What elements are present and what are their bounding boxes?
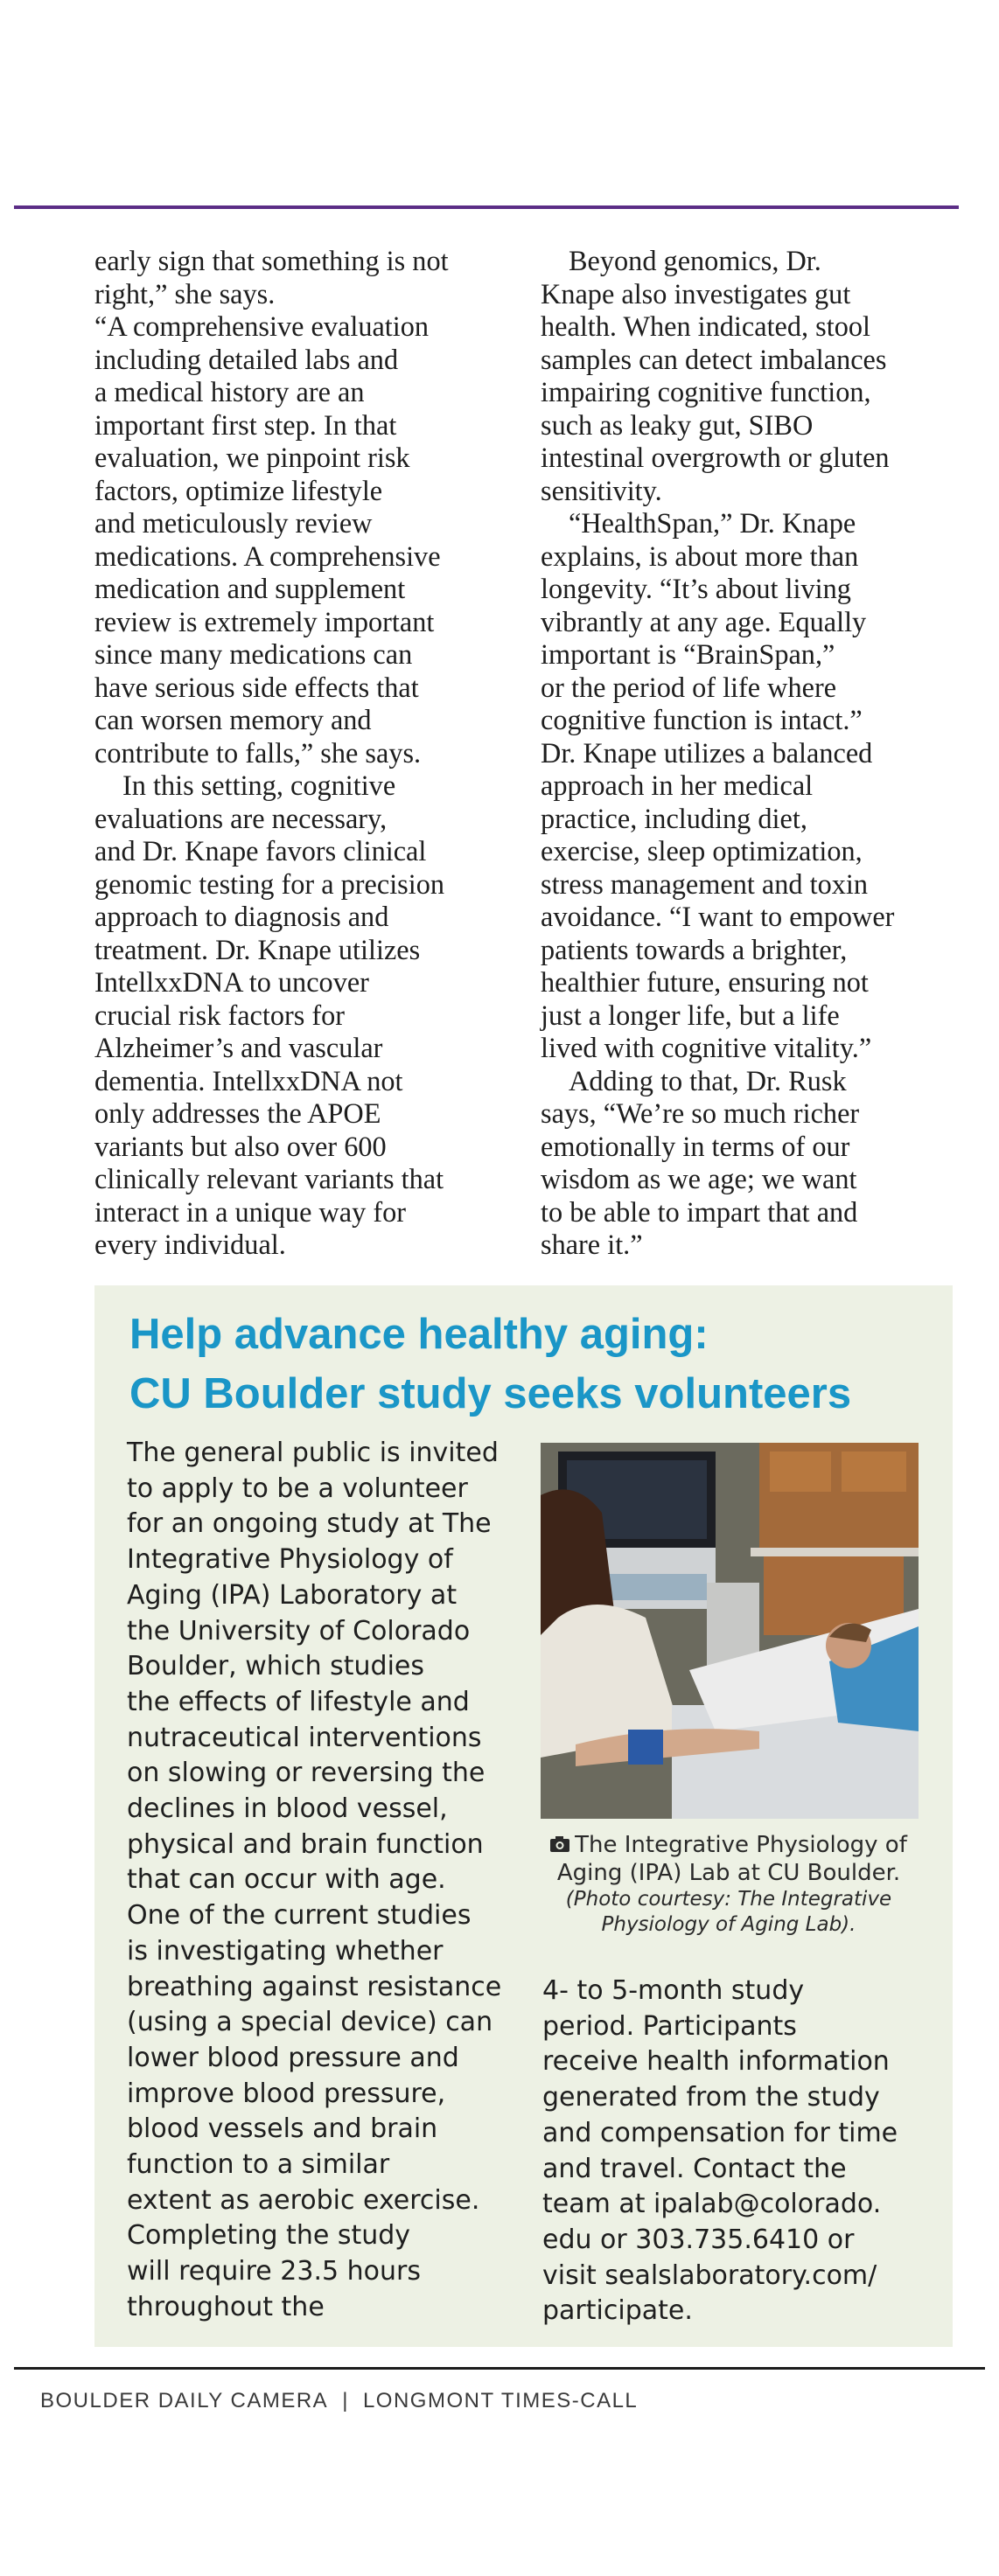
text-line: and compensation for time: [542, 2117, 898, 2148]
text-line: lower blood pressure and: [127, 2042, 459, 2073]
text-line: samples can detect imbalances: [541, 343, 887, 375]
text-line: and Dr. Knape favors clinical: [94, 835, 427, 867]
sidebar-body-right: [542, 1974, 927, 2329]
text-line: patients towards a brighter,: [541, 933, 848, 965]
text-line: Dr. Knape utilizes a balanced: [541, 736, 873, 769]
text-line: In this setting, cognitive: [122, 769, 396, 801]
article-paragraph: [541, 245, 961, 507]
volunteer-sidebar: [94, 1285, 953, 2347]
article-paragraph: [541, 507, 961, 1065]
text-line: explains, is about more than: [541, 540, 859, 572]
text-line: approach in her medical: [541, 769, 814, 801]
text-line: avoidance. “I want to empower: [541, 901, 895, 932]
text-line: review is extremely important: [94, 605, 435, 637]
text-line: contribute to falls,” she says.: [94, 736, 422, 769]
text-line: impairing cognitive function,: [541, 376, 871, 407]
text-line: longevity. “It’s about living: [541, 573, 851, 604]
article-column-right: [541, 245, 961, 1262]
text-line: important first step. In that: [94, 408, 397, 441]
text-line: practice, including diet,: [541, 802, 807, 834]
text-line: including detailed labs and: [94, 343, 399, 375]
text-line: early sign that something is not: [94, 245, 449, 276]
text-line: to apply to be a volunteer: [127, 1472, 468, 1504]
text-line: emotionally in terms of our: [541, 1130, 850, 1162]
photo-caption: [532, 1831, 926, 1938]
header-rule: [14, 205, 959, 209]
text-line: generated from the study: [542, 2082, 880, 2113]
text-line: treatment. Dr. Knape utilizes: [94, 933, 421, 965]
text-line: a medical history are an: [94, 376, 365, 407]
publication-name: LONGMONT TIMES-CALL: [362, 2389, 639, 2412]
text-line: genomic testing for a precision: [94, 867, 445, 900]
text-line: can worsen memory and: [94, 704, 372, 735]
text-line: approach to diagnosis and: [94, 901, 389, 932]
text-line: such as leaky gut, SIBO: [541, 408, 814, 441]
text-line: for an ongoing study at The: [127, 1508, 492, 1540]
article-paragraph: [94, 245, 506, 310]
caption-line: Aging (IPA) Lab at CU Boulder.: [556, 1860, 901, 1886]
text-line: evaluation, we pinpoint risk: [94, 442, 410, 473]
text-line: healthier future, ensuring not: [541, 966, 869, 998]
text-line: IntellxxDNA to uncover: [94, 966, 369, 998]
text-line: since many medications can: [94, 638, 413, 670]
text-line: period. Participants: [542, 2010, 797, 2042]
text-line: Boulder, which studies: [127, 1651, 424, 1682]
text-line: clinically relevant variants that: [94, 1163, 444, 1194]
text-line: extent as aerobic exercise.: [127, 2184, 480, 2216]
text-line: Help advance healthy aging:: [129, 1311, 709, 1358]
text-line: Aging (IPA) Laboratory at: [127, 1579, 458, 1611]
text-line: is investigating whether: [127, 1935, 444, 1967]
text-line: or the period of life where: [541, 671, 837, 703]
text-line: Adding to that, Dr. Rusk: [569, 1064, 847, 1097]
text-line: just a longer life, but a life: [541, 999, 840, 1031]
text-line: right,” she says.: [94, 277, 276, 310]
text-line: the University of Colorado: [127, 1615, 471, 1647]
text-line: team at ipalab@colorado.: [542, 2189, 882, 2220]
text-line: have serious side effects that: [94, 671, 419, 703]
lab-photo: [541, 1443, 919, 1819]
text-line: intestinal overgrowth or gluten: [541, 442, 890, 473]
text-line: and travel. Contact the: [542, 2153, 847, 2184]
photo-credit: [532, 1887, 926, 1938]
text-line: breathing against resistance: [127, 1971, 502, 2002]
text-line: improve blood pressure,: [127, 2078, 446, 2109]
footer-separator: |: [342, 2389, 349, 2412]
text-line: evaluations are necessary,: [94, 802, 388, 834]
text-line: wisdom as we age; we want: [541, 1163, 857, 1194]
article-paragraph: [94, 310, 506, 769]
text-line: throughout the: [127, 2291, 325, 2322]
article-paragraph: [541, 1065, 961, 1262]
text-line: One of the current studies: [127, 1900, 472, 1932]
text-line: every individual.: [94, 1229, 286, 1260]
text-line: vibrantly at any age. Equally: [541, 605, 867, 637]
text-line: medication and supplement: [94, 573, 406, 604]
text-line: nutraceutical interventions: [127, 1722, 482, 1753]
text-line: sensitivity.: [541, 474, 662, 506]
text-line: Alzheimer’s and vascular: [94, 1032, 383, 1063]
text-line: Beyond genomics, Dr.: [569, 245, 821, 276]
text-line: interact in a unique way for: [94, 1195, 407, 1228]
text-line: The general public is invited: [127, 1438, 499, 1468]
text-line: (Photo courtesy: The Integrative: [565, 1888, 892, 1911]
text-line: crucial risk factors for: [94, 999, 346, 1031]
text-line: medications. A comprehensive: [94, 540, 441, 572]
text-line: (using a special device) can: [127, 2007, 493, 2038]
article-column-left: [94, 245, 506, 1262]
text-line: dementia. IntellxxDNA not: [94, 1064, 403, 1097]
text-line: to be able to impart that and: [541, 1195, 858, 1228]
text-line: will require 23.5 hours: [127, 2256, 421, 2287]
text-line: share it.”: [541, 1229, 643, 1260]
text-line: and meticulously review: [94, 507, 373, 539]
text-line: 4- to 5-month study: [542, 1975, 805, 2006]
text-line: function to a similar: [127, 2149, 390, 2181]
text-line: factors, optimize lifestyle: [94, 474, 383, 506]
text-line: important is “BrainSpan,”: [541, 638, 835, 670]
text-line: physical and brain function: [127, 1828, 484, 1860]
text-line: “A comprehensive evaluation: [94, 310, 430, 342]
text-line: participate.: [542, 2295, 693, 2327]
caption-line: The Integrative Physiology of: [575, 1832, 907, 1858]
text-line: only addresses the APOE: [94, 1097, 381, 1129]
text-line: exercise, sleep optimization,: [541, 835, 863, 867]
text-line: that can occur with age.: [127, 1864, 446, 1896]
text-line: says, “We’re so much richer: [541, 1097, 860, 1129]
sidebar-title: [129, 1305, 851, 1424]
text-line: blood vessels and brain: [127, 2113, 438, 2145]
sidebar-body-left: [127, 1436, 512, 2326]
text-line: Physiology of Aging Lab).: [601, 1913, 856, 1936]
text-line: “HealthSpan,” Dr. Knape: [569, 507, 856, 539]
footer-publications: [40, 2389, 638, 2413]
text-line: Integrative Physiology of: [127, 1544, 453, 1576]
text-line: the effects of lifestyle and: [127, 1686, 470, 1717]
text-line: health. When indicated, stool: [541, 310, 870, 342]
text-line: Knape also investigates gut: [541, 277, 851, 310]
text-line: receive health information: [542, 2046, 890, 2078]
publication-name: BOULDER DAILY CAMERA: [40, 2389, 329, 2412]
text-line: CU Boulder study seeks volunteers: [129, 1370, 852, 1417]
footer-rule: [14, 2367, 985, 2370]
article-paragraph: [94, 769, 506, 1262]
text-line: edu or 303.735.6410 or: [542, 2224, 855, 2255]
text-line: variants but also over 600: [94, 1130, 387, 1162]
camera-icon: [550, 1831, 569, 1859]
text-line: declines in blood vessel,: [127, 1793, 448, 1825]
text-line: lived with cognitive vitality.”: [541, 1032, 872, 1063]
text-line: visit sealslaboratory.com/: [542, 2259, 877, 2291]
text-line: stress management and toxin: [541, 867, 869, 900]
text-line: Completing the study: [127, 2220, 411, 2252]
text-line: on slowing or reversing the: [127, 1758, 486, 1789]
text-line: cognitive function is intact.”: [541, 704, 863, 735]
